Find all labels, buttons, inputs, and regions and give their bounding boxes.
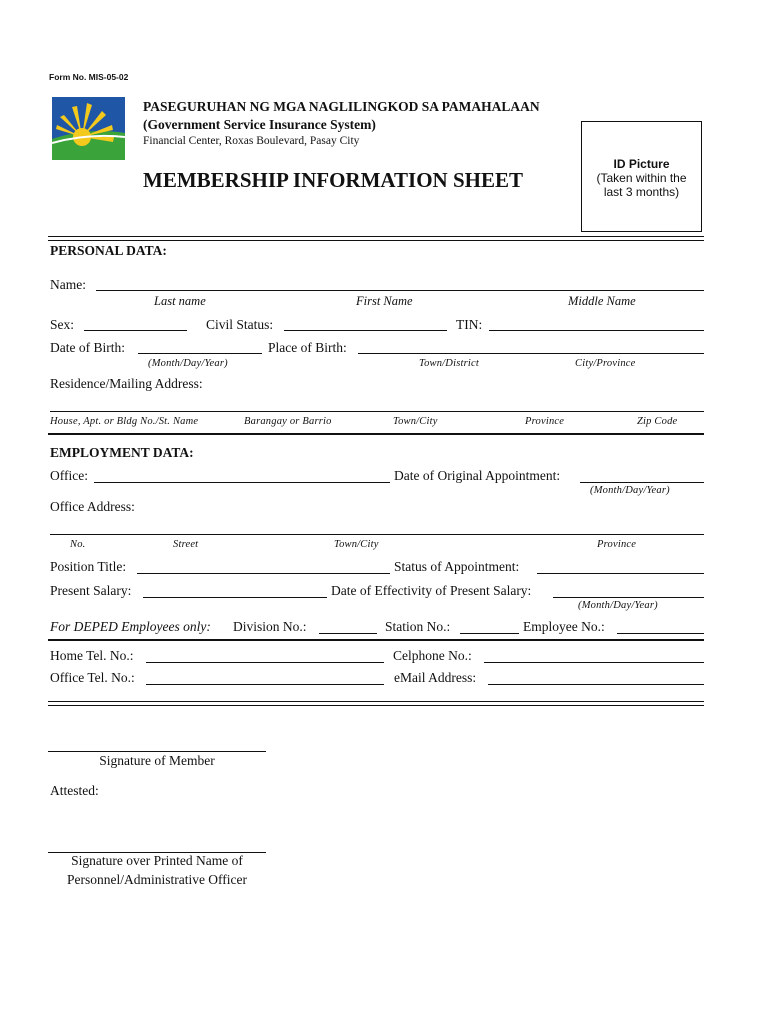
member-signature-caption: Signature of Member bbox=[99, 753, 215, 768]
station-field[interactable] bbox=[460, 633, 519, 634]
id-picture-title: ID Picture bbox=[613, 157, 670, 171]
station-label: Station No.: bbox=[385, 619, 451, 634]
office-address-province-caption: Province bbox=[597, 539, 637, 550]
position-title-label: Position Title: bbox=[50, 559, 127, 574]
cellphone-field[interactable] bbox=[484, 662, 704, 663]
id-picture-note-1: (Taken within the bbox=[596, 171, 687, 185]
town-district-caption: Town/District bbox=[419, 358, 479, 369]
office-tel-field[interactable] bbox=[146, 684, 384, 685]
id-picture-note-2: last 3 months) bbox=[603, 185, 680, 199]
pob-field[interactable] bbox=[358, 353, 704, 354]
cellphone-label: Celphone No.: bbox=[393, 648, 472, 663]
form-title: MEMBERSHIP INFORMATION SHEET bbox=[143, 168, 523, 192]
status-appointment-field[interactable] bbox=[537, 573, 704, 574]
agency-name-english: (Government Service Insurance System) bbox=[143, 117, 376, 132]
position-title-field[interactable] bbox=[137, 573, 390, 574]
civil-status-label: Civil Status: bbox=[206, 317, 274, 332]
addr-zip-caption: Zip Code bbox=[637, 416, 678, 427]
personal-separator bbox=[48, 433, 704, 435]
division-field[interactable] bbox=[319, 633, 377, 634]
name-label: Name: bbox=[50, 277, 86, 292]
office-label: Office: bbox=[50, 468, 88, 483]
agency-address: Financial Center, Roxas Boulevard, Pasay City bbox=[143, 135, 360, 147]
date-original-appointment-field[interactable] bbox=[580, 482, 704, 483]
member-signature-line[interactable] bbox=[48, 751, 266, 752]
employment-separator bbox=[48, 639, 704, 641]
employee-no-field[interactable] bbox=[617, 633, 704, 634]
officer-signature-caption-1: Signature over Printed Name of bbox=[71, 853, 243, 868]
residence-address-field[interactable] bbox=[50, 411, 704, 412]
sex-label: Sex: bbox=[50, 317, 75, 332]
office-address-label: Office Address: bbox=[50, 499, 135, 514]
deped-label: For DEPED Employees only: bbox=[50, 619, 211, 634]
dob-field[interactable] bbox=[138, 353, 262, 354]
present-salary-label: Present Salary: bbox=[50, 583, 132, 598]
employee-no-label: Employee No.: bbox=[523, 619, 605, 634]
sex-field[interactable] bbox=[84, 330, 187, 331]
name-field[interactable] bbox=[96, 290, 704, 291]
first-name-caption: First Name bbox=[356, 294, 413, 308]
office-tel-label: Office Tel. No.: bbox=[50, 670, 135, 685]
residence-address-label: Residence/Mailing Address: bbox=[50, 376, 203, 391]
gsis-logo bbox=[52, 97, 125, 160]
city-province-caption: City/Province bbox=[575, 358, 636, 369]
date-original-appointment-label: Date of Original Appointment: bbox=[394, 468, 561, 483]
office-address-no-caption: No. bbox=[70, 539, 86, 550]
employment-data-heading: EMPLOYMENT DATA: bbox=[50, 445, 194, 460]
agency-name: PASEGURUHAN NG MGA NAGLILINGKOD SA PAMAHALAAN bbox=[143, 99, 540, 114]
officer-signature-caption-2: Personnel/Administrative Officer bbox=[66, 872, 248, 887]
office-address-street-caption: Street bbox=[173, 539, 199, 550]
form-number: Form No. MIS-05-02 bbox=[49, 72, 129, 82]
addr-house-caption: House, Apt. or Bldg No./St. Name bbox=[50, 416, 199, 427]
id-picture-box bbox=[581, 121, 702, 232]
dob-label: Date of Birth: bbox=[50, 340, 125, 355]
last-name-caption: Last name bbox=[154, 294, 206, 308]
tin-field[interactable] bbox=[489, 330, 704, 331]
addr-province-caption: Province bbox=[525, 416, 565, 427]
pob-label: Place of Birth: bbox=[268, 340, 347, 355]
status-appointment-label: Status of Appointment: bbox=[394, 559, 520, 574]
home-tel-field[interactable] bbox=[146, 662, 384, 663]
email-field[interactable] bbox=[488, 684, 704, 685]
salary-date-hint: (Month/Day/Year) bbox=[578, 600, 658, 611]
addr-town-caption: Town/City bbox=[393, 416, 438, 427]
home-tel-label: Home Tel. No.: bbox=[50, 648, 134, 663]
tin-label: TIN: bbox=[456, 317, 483, 332]
office-address-field[interactable] bbox=[50, 534, 704, 535]
personal-data-heading: PERSONAL DATA: bbox=[50, 243, 167, 258]
division-label: Division No.: bbox=[233, 619, 307, 634]
middle-name-caption: Middle Name bbox=[568, 294, 636, 308]
office-field[interactable] bbox=[94, 482, 390, 483]
salary-effectivity-label: Date of Effectivity of Present Salary: bbox=[331, 583, 532, 598]
addr-barangay-caption: Barangay or Barrio bbox=[244, 416, 332, 427]
present-salary-field[interactable] bbox=[143, 597, 327, 598]
attested-label: Attested: bbox=[50, 783, 99, 798]
salary-effectivity-field[interactable] bbox=[553, 597, 704, 598]
dob-hint: (Month/Day/Year) bbox=[148, 358, 228, 369]
contact-separator bbox=[48, 701, 704, 706]
email-label: eMail Address: bbox=[394, 670, 477, 685]
office-address-town-caption: Town/City bbox=[334, 539, 379, 550]
header-separator bbox=[48, 236, 704, 241]
doa-hint: (Month/Day/Year) bbox=[590, 485, 670, 496]
civil-status-field[interactable] bbox=[284, 330, 447, 331]
